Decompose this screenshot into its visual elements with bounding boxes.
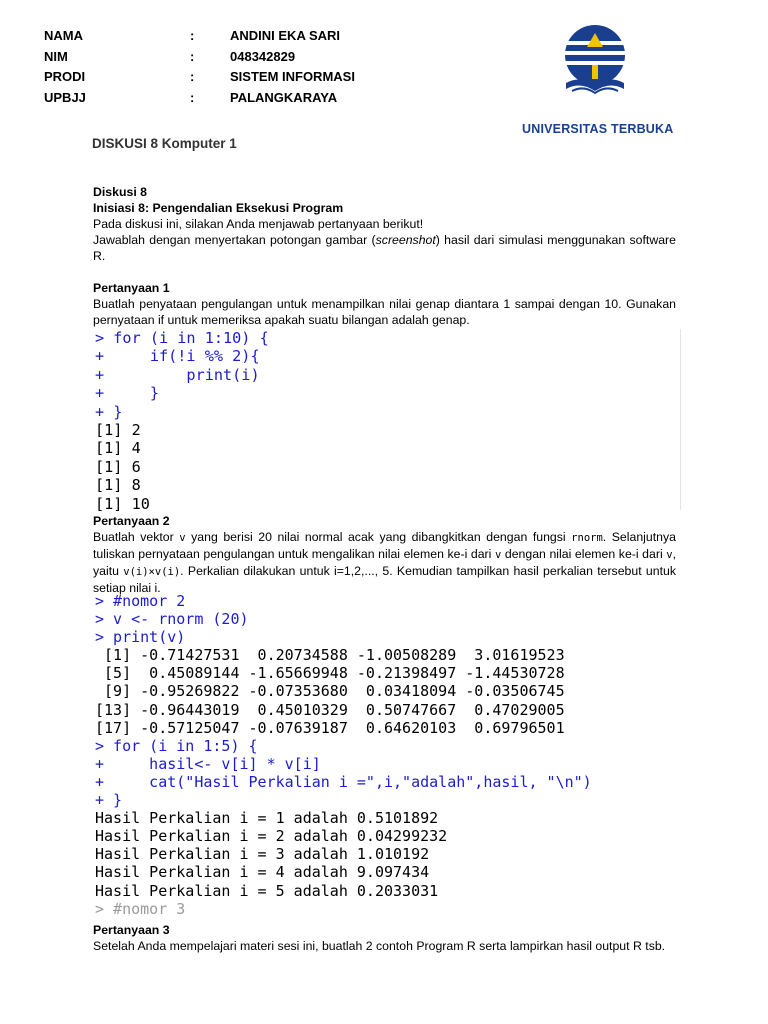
inline-code: v (494, 549, 502, 561)
console-output: Hasil Perkalian i = 3 adalah 1.010192 (95, 845, 430, 864)
text-fragment: Jawablah dengan menyertakan potongan gambar ( (93, 233, 376, 247)
console-line: > v <- rnorm (20) (95, 610, 249, 629)
university-logo (522, 25, 674, 136)
console-line: + cat("Hasil Perkalian i =",i,"adalah",hasil, "\n") (95, 772, 592, 791)
question-title: Pertanyaan 1 (93, 281, 170, 295)
info-label: NIM (44, 48, 68, 64)
text-fragment: . Perkalian dilakukan untuk i=1,2,..., 5. Kemudian tampilkan hasil perkalian tersebut untuk setiap nilai i. (93, 564, 676, 595)
info-row-upbjj (44, 88, 355, 109)
section-subheading: Inisiasi 8: Pengendalian Eksekusi Program (93, 201, 344, 215)
console-line: > print(v) (95, 628, 186, 647)
intro-paragraph (93, 232, 676, 264)
console-line: + if(!i %% 2){ (95, 347, 260, 366)
info-colon: : (190, 89, 195, 105)
info-colon: : (190, 28, 195, 43)
console-output: [17] -0.57125047 -0.07639187 0.64620103 0.69796501 (95, 718, 565, 737)
question-text (93, 529, 676, 596)
question-title: Pertanyaan 2 (93, 514, 170, 528)
console-output: [1] 4 (95, 439, 141, 458)
console-line: + hasil<- v[i] * v[i] (95, 754, 321, 773)
info-value: SISTEM INFORMASI (230, 69, 355, 84)
question-3 (93, 922, 676, 954)
console-output: [9] -0.95269822 -0.07353680 0.03418094 -0.03506745 (95, 682, 565, 701)
text-fragment: . Selanjutnya tuliskan pernyataan pengulangan untuk mengalikan nilai elemen ke-i dari (93, 530, 676, 561)
console-cut-line: > #nomor 3 (95, 899, 186, 918)
console-output: Hasil Perkalian i = 5 adalah 0.2033031 (95, 881, 439, 900)
console-output: [1] 6 (95, 457, 141, 476)
text-fragment: ) hasil dari simulasi menggunakan software R. (93, 233, 676, 263)
section-heading: Diskusi 8 (93, 185, 147, 199)
emphasis-text: screenshot (375, 233, 436, 247)
info-colon: : (190, 48, 195, 64)
r-console-screenshot-1 (95, 329, 681, 513)
info-value: PALANGKARAYA (230, 89, 338, 105)
question-text: Buatlah penyataan pengulangan untuk menampilkan nilai genap diantara 1 sampai dengan 10. Gunakan pernyataan if untuk memeriksa apakah suatu bilangan adalah genap. (93, 297, 676, 327)
info-label: PRODI (44, 69, 86, 84)
text-fragment: dengan nilai elemen ke-i dari (501, 547, 667, 561)
info-row-prodi (44, 67, 355, 88)
info-value: 048342829 (230, 48, 296, 64)
console-output: [1] -0.71427531 0.20734588 -1.00508289 3.01619523 (95, 646, 565, 665)
intro-instruction: Pada diskusi ini, silakan Anda menjawab pertanyaan berikut! (93, 217, 424, 231)
console-output: Hasil Perkalian i = 1 adalah 0.5101892 (95, 809, 439, 828)
console-output: [1] 2 (95, 421, 141, 440)
info-value: ANDINI EKA SARI (230, 28, 341, 43)
info-row-nama (44, 26, 355, 47)
text-fragment: Buatlah vektor (93, 530, 180, 544)
console-line: + } (95, 402, 123, 421)
inline-code: v (666, 549, 673, 561)
info-colon: : (190, 69, 195, 84)
info-label: NAMA (44, 28, 83, 43)
inline-code: v (179, 532, 186, 544)
ut-emblem-icon (562, 25, 628, 105)
console-output: [1] 10 (95, 494, 150, 513)
r-console-screenshot-2 (95, 592, 680, 918)
console-output: Hasil Perkalian i = 4 adalah 9.097434 (95, 863, 430, 882)
console-output: [13] -0.96443019 0.45010329 0.50747667 0.47029005 (95, 700, 565, 719)
console-line: > #nomor 2 (95, 592, 186, 610)
info-row-nim (44, 47, 355, 68)
document-title: DISKUSI 8 Komputer 1 (92, 136, 237, 151)
console-output: [5] 0.45089144 -1.65669948 -0.21398497 -1.44530728 (95, 664, 565, 683)
console-output: Hasil Perkalian i = 2 adalah 0.04299232 (95, 827, 448, 846)
info-label: UPBJJ (44, 89, 86, 105)
text-fragment: , yaitu (93, 547, 676, 578)
console-line: + } (95, 384, 160, 403)
intro-section (93, 184, 676, 264)
inline-code: v(i)×v(i) (123, 566, 181, 578)
student-info (44, 26, 355, 108)
question-text: Setelah Anda mempelajari materi sesi ini, buatlah 2 contoh Program R serta lampirkan hasil output R tsb. (93, 939, 666, 953)
university-name: UNIVERSITAS TERBUKA (522, 122, 674, 136)
question-2 (93, 513, 676, 596)
console-line: > for (i in 1:10) { (95, 329, 269, 347)
text-fragment: yang berisi 20 nilai normal acak yang dibangkitkan dengan fungsi (185, 530, 572, 544)
console-line: + } (95, 791, 123, 810)
inline-code: rnorm (571, 532, 603, 544)
question-title: Pertanyaan 3 (93, 923, 170, 937)
question-1 (93, 280, 676, 328)
console-line: + print(i) (95, 365, 260, 384)
console-output: [1] 8 (95, 476, 141, 495)
console-line: > for (i in 1:5) { (95, 736, 258, 755)
